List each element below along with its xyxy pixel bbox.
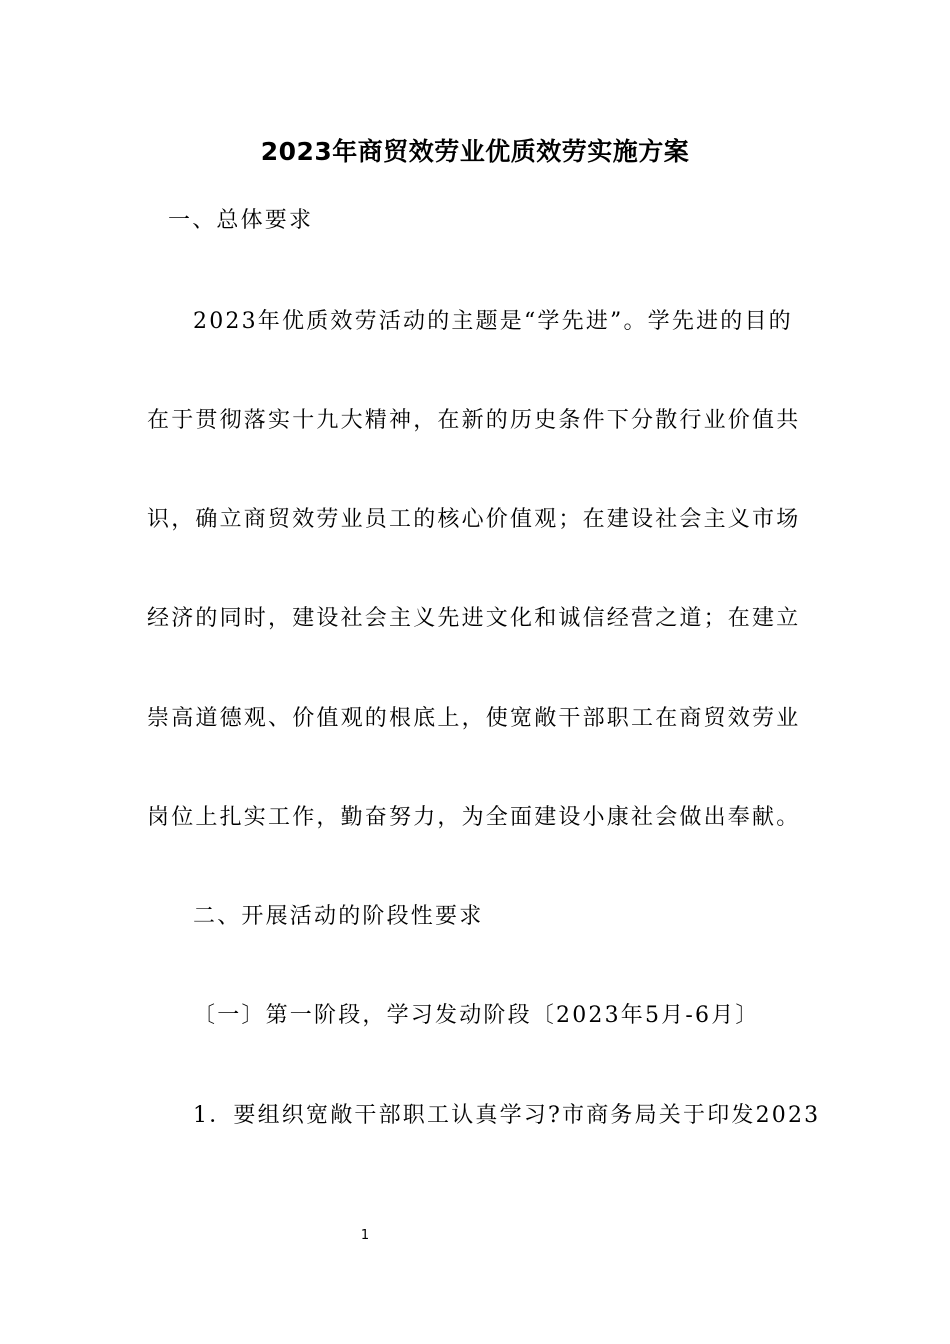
paragraph-1-line-3: 识，确立商贸效劳业员工的核心价值观；在建设社会主义市场 — [147, 507, 801, 532]
document-title: 2023年商贸效劳业优质效劳实施方案 — [260, 137, 690, 166]
item-1-line: 1．要组织宽敞干部职工认真学习?市商务局关于印发2023 — [193, 1103, 821, 1128]
paragraph-1-line-2: 在于贯彻落实十九大精神，在新的历史条件下分散行业价值共 — [147, 408, 801, 433]
stage-1-heading: 〔一〕第一阶段，学习发动阶段〔2023年5月-6月〕 — [193, 1003, 760, 1028]
section-2-heading: 二、开展活动的阶段性要求 — [193, 904, 484, 929]
paragraph-1-line-5: 崇高道德观、价值观的根底上，使宽敞干部职工在商贸效劳业 — [147, 706, 801, 731]
page-number: 1 — [360, 1228, 370, 1243]
paragraph-1-line-6: 岗位上扎实工作，勤奋努力，为全面建设小康社会做出奉献。 — [147, 805, 801, 830]
section-1-heading: 一、总体要求 — [168, 208, 314, 233]
paragraph-1-line-1: 2023年优质效劳活动的主题是“学先进”。学先进的目的 — [193, 309, 793, 334]
paragraph-1-line-4: 经济的同时，建设社会主义先进文化和诚信经营之道；在建立 — [147, 606, 801, 631]
